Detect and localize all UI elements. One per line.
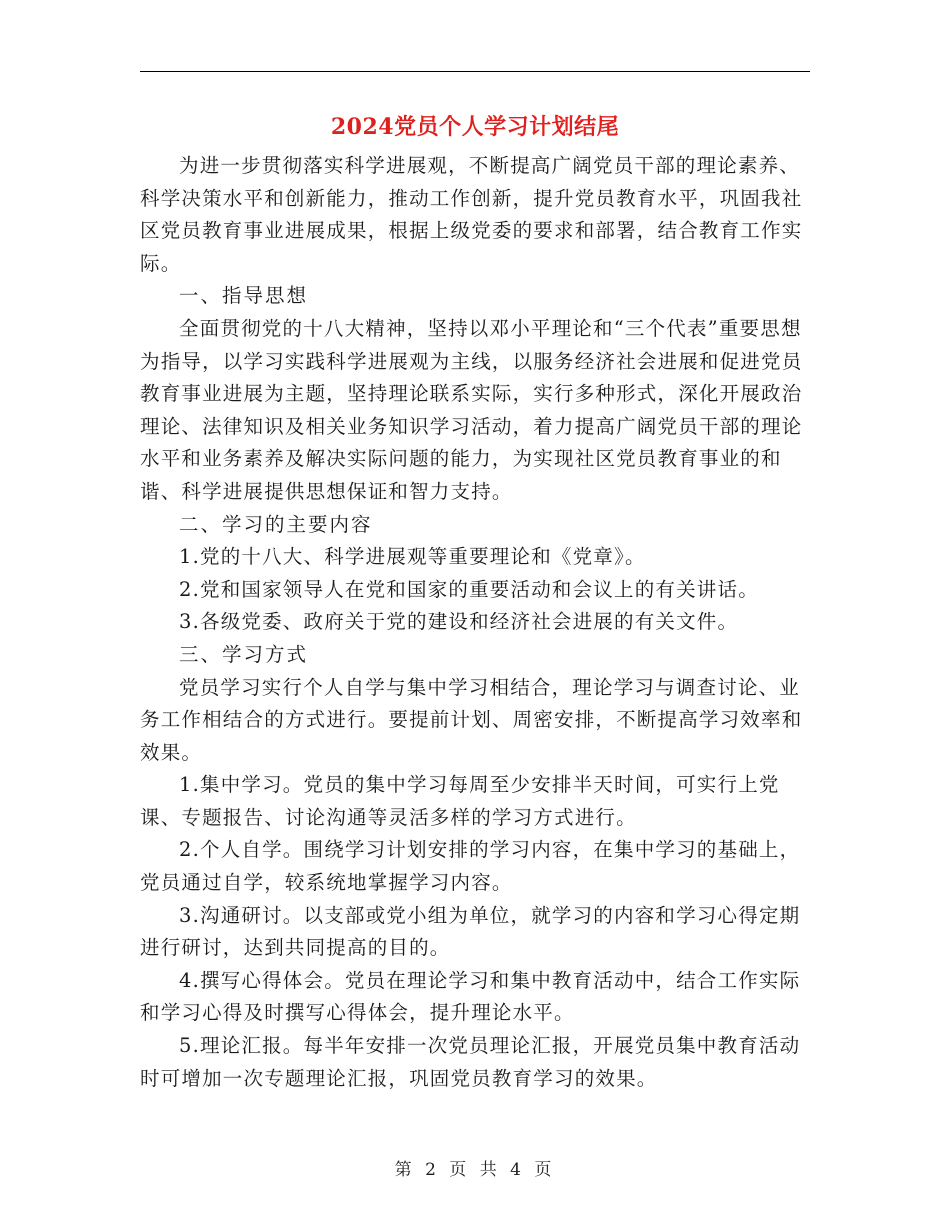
section-heading-main-content: 二、学习的主要内容 [179, 512, 373, 536]
list-item-method-3: 3.沟通研讨。以支部或党小组为单位，就学习的内容和学习心得定期进行研讨，达到共同提高的目的。 [140, 903, 801, 960]
list-item-content-3: 3.各级党委、政府关于党的建设和经济社会进展的有关文件。 [179, 610, 739, 634]
document-body [140, 150, 812, 1095]
paragraph-intro: 为进一步贯彻落实科学进展观，不断提高广阔党员干部的理论素养、科学决策水平和创新能力，推动工作创新，提升党员教育水平，巩固我社区党员教育事业进展成果，根据上级党委的要求和部署，结合教育工作实际。 [140, 154, 803, 275]
list-item-method-2: 2.个人自学。围绕学习计划安排的学习内容，在集中学习的基础上，党员通过自学，较系统地掌握学习内容。 [140, 838, 801, 895]
header-rule [140, 71, 810, 72]
list-item-method-1: 1.集中学习。党员的集中学习每周至少安排半天时间，可实行上党课、专题报告、讨论沟通等灵活多样的学习方式进行。 [140, 773, 780, 829]
document-title: 2024党员个人学习计划结尾 [330, 114, 620, 140]
list-item-content-2: 2.党和国家领导人在党和国家的重要活动和会议上的有关讲话。 [179, 577, 759, 601]
list-item-content-1: 1.党的十八大、科学进展观等重要理论和《党章》。 [179, 545, 646, 569]
paragraph-study-methods: 党员学习实行个人自学与集中学习相结合，理论学习与调查讨论、业务工作相结合的方式进行。要提前计划、周密安排，不断提高学习效率和效果。 [140, 675, 803, 764]
section-heading-study-methods: 三、学习方式 [179, 642, 309, 666]
page-number: 第 2 页 共 4 页 [394, 1160, 556, 1180]
list-item-method-5: 5.理论汇报。每半年安排一次党员理论汇报，开展党员集中教育活动时可增加一次专题理论汇报，巩固党员教育学习的效果。 [140, 1034, 801, 1090]
list-item-method-4: 4.撰写心得体会。党员在理论学习和集中教育活动中，结合工作实际和学习心得及时撰写心得体会，提升理论水平。 [140, 968, 801, 1025]
paragraph-guiding-ideology: 全面贯彻党的十八大精神，坚持以邓小平理论和“三个代表”重要思想为指导，以学习实践科学进展观为主线，以服务经济社会进展和促进党员教育事业进展为主题，坚持理论联系实际，实行多种形式，深化开展政治理论、法律知识及相关业务知识学习活动，着力提高广阔党员干部的理论水平和业务素养及解决实际问题的能力，为实现社区党员教育事业的和谐、科学进展提供思想保证和智力支持。 [140, 316, 803, 503]
section-heading-guiding-ideology: 一、指导思想 [179, 284, 309, 308]
